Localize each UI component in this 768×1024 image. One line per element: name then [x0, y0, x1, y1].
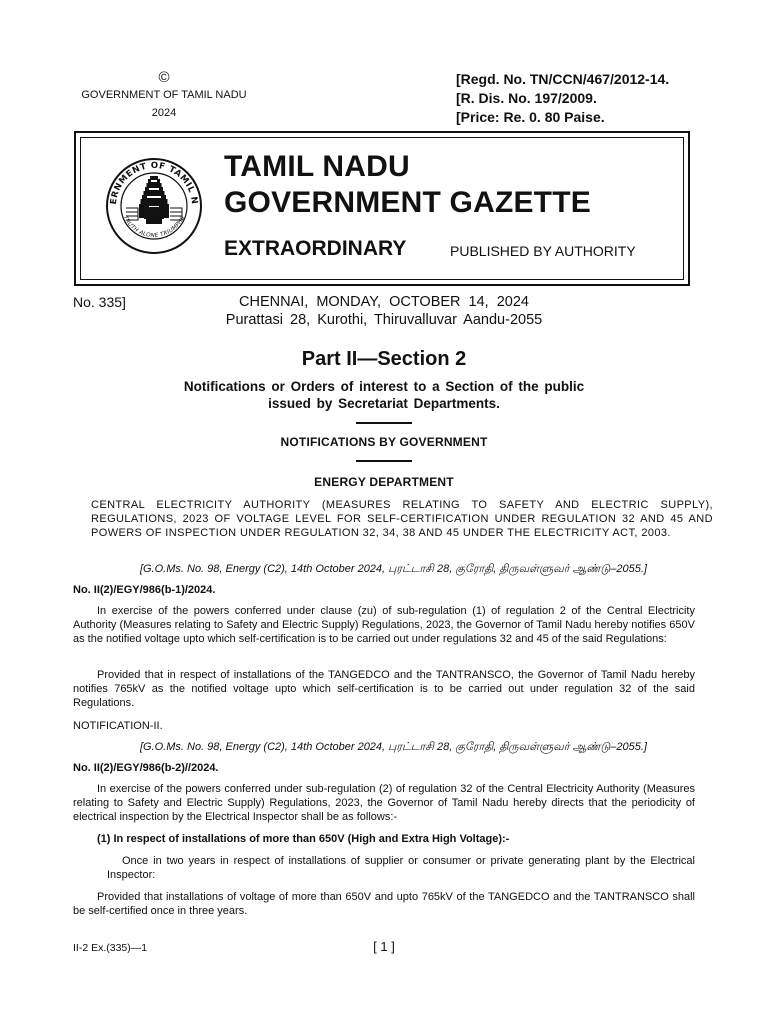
item-1-heading: (1) In respect of installations of more than 650V (High and Extra High Voltage):-	[97, 833, 510, 845]
regulation-title-text: CENTRAL ELECTRICITY AUTHORITY (MEASURES RELATING TO SAFETY AND ELECTRIC SUPPLY), REGULATIONS, 2023 OF VOLTAGE LEVEL FOR SELF-CERTIFICATION UNDER REGULATION 32 AND 45 AND POWERS OF INSPECTION UNDER REGULATION 32, 34, 38 AND 45 UNDER THE ELECTRICITY ACT, 2003.	[91, 499, 713, 539]
r-dis-number: [R. Dis. No. 197/2009.	[456, 90, 597, 106]
gazette-authority: PUBLISHED BY AUTHORITY	[450, 243, 636, 259]
part-subtitle-line2: issued by Secretariat Departments.	[268, 396, 500, 411]
regulation-title	[73, 499, 713, 540]
gazette-title-line2: GOVERNMENT GAZETTE	[224, 186, 591, 219]
gazette-edition: EXTRAORDINARY	[224, 237, 407, 260]
issue-tamil-date: Purattasi 28, Kurothi, Thiruvalluvar Aandu-2055	[225, 312, 543, 328]
part-subtitle-line1: Notifications or Orders of interest to a Section of the public	[183, 379, 585, 394]
page-number: [ 1 ]	[373, 939, 395, 954]
divider-2	[356, 460, 412, 462]
svg-text:GOVERNMENT OF TAMIL NADU: ERNMENT OF TAMIL N	[108, 160, 200, 206]
paragraph-1: In exercise of the powers conferred under clause (zu) of sub-regulation (1) of regulation 2 of the Central Electricity Authority (Measures relating to Safety and Electric Supply) Regulations, 2023, the Governor of Tamil Nadu hereby notifies 650V as the notified voltage upto which self-certification is to be carried out under regulations 32 and 45 of the said Regulations:	[73, 605, 695, 645]
item-1-text: Once in two years in respect of installations of supplier or consumer or private generating plant by the Electrical Inspector:	[107, 855, 695, 881]
divider-1	[356, 422, 412, 424]
paragraph-4: Provided that installations of voltage of more than 650V and upto 765kV of the TANGEDCO and the TANTRANSCO shall be self-certified once in three years.	[73, 891, 695, 917]
issue-number: No. 335]	[73, 294, 126, 310]
department-heading: ENERGY DEPARTMENT	[314, 475, 454, 489]
footer-code: II-2 Ex.(335)—1	[73, 942, 148, 954]
part-subtitle	[100, 378, 668, 412]
svg-text:TRUTH ALONE TRIUMPHS: TRUTH ALONE TRIUMPHS	[121, 215, 187, 239]
go-reference-2: [G.O.Ms. No. 98, Energy (C2), 14th October 2024, புரட்டாசி 28, குரோதி, திருவள்ளுவர் ஆண்டு–2055.]	[139, 741, 647, 753]
header-left	[60, 70, 268, 122]
paragraph-2: Provided that in respect of installations of the TANGEDCO and the TANTRANSCO, the Governor of Tamil Nadu hereby notifies 765kV as the notified voltage upto which self-certification is to be carried out under regulation 32 of the said Regulations.	[73, 669, 695, 709]
notifications-heading: NOTIFICATIONS BY GOVERNMENT	[280, 435, 488, 449]
tamil-nadu-emblem-icon	[104, 156, 204, 256]
go-reference-1: [G.O.Ms. No. 98, Energy (C2), 14th October 2024, புரட்டாசி 28, குரோதி, திருவள்ளுவர் ஆண்டு–2055.]	[139, 563, 647, 575]
government-name: GOVERNMENT OF TAMIL NADU	[81, 89, 247, 101]
header-right	[456, 70, 669, 127]
regd-number: [Regd. No. TN/CCN/467/2012-14.	[456, 71, 670, 87]
issue-date: CHENNAI, MONDAY, OCTOBER 14, 2024	[239, 294, 529, 310]
copyright-symbol: ©	[158, 69, 170, 86]
gazette-title-line1: TAMIL NADU	[224, 150, 410, 183]
gazette-year: 2024	[151, 107, 177, 119]
part-title: Part II—Section 2	[301, 348, 467, 370]
order-number-1: No. II(2)/EGY/986(b-1)/2024.	[73, 584, 216, 596]
price: [Price: Re. 0. 80 Paise.	[456, 109, 605, 125]
paragraph-3: In exercise of the powers conferred under sub-regulation (2) of regulation 32 of the Central Electricity Authority (Measures relating to Safety and Electric Supply) Regulations, 2023, the Governor of Tamil Nadu hereby directs that the periodicity of electrical inspection by the Electrical Inspector shall be as follows:-	[73, 783, 695, 823]
order-number-2: No. II(2)/EGY/986(b-2)//2024.	[73, 762, 219, 774]
notification-2-heading: NOTIFICATION-II.	[73, 720, 163, 732]
